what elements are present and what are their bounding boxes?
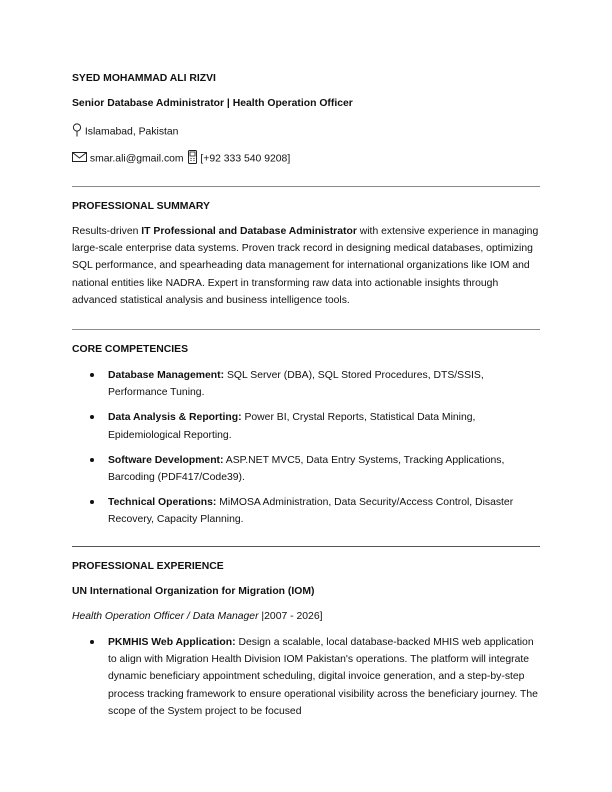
envelope-icon: [72, 152, 87, 165]
summary-lead-bold: IT Professional and Database Administrator: [141, 226, 357, 237]
summary-heading: PROFESSIONAL SUMMARY: [72, 201, 210, 212]
experience-text: Design a scalable, local database-backed MHIS web application to align with Migration Health Division IOM Pakistan's operations. The platform will integrate dynamic beneficiary appointment scheduling, digital invoice generation, and a step-by-step process tracking framework to ensure operational visibility across the beneficiary journey. The scope of the System project to be focused: [108, 637, 538, 717]
competency-label: Software Development:: [108, 454, 224, 466]
job-role: Health Operation Officer / Data Manager: [72, 611, 259, 622]
list-item: [72, 452, 540, 486]
job-role-line: [72, 611, 322, 622]
bullet-icon: [90, 458, 94, 462]
contact-line: [72, 150, 290, 167]
competencies-list: [72, 367, 540, 529]
job-dates: |2007 - 2026]: [258, 611, 323, 622]
bullet-icon: [90, 415, 94, 419]
experience-list: [72, 634, 540, 720]
summary-paragraph: [72, 223, 540, 309]
experience-label: PKMHIS Web Application:: [108, 637, 236, 648]
candidate-title: Senior Database Administrator | Health Operation Officer: [72, 98, 353, 109]
summary-lead: Results-driven: [72, 226, 142, 237]
location-text: Islamabad, Pakistan: [84, 126, 179, 138]
phone-icon: [188, 150, 197, 167]
competency-label: Database Management:: [108, 370, 225, 381]
phone-number: [+92 333 540 9208]: [200, 153, 291, 165]
list-item: [72, 494, 540, 528]
list-item: [72, 367, 540, 401]
competency-text: MiMOSA Administration, Data Security/Access Control, Disaster Recovery, Capacity Planning.: [108, 497, 514, 526]
competency-label: Data Analysis & Reporting:: [108, 412, 242, 424]
competency-text: Power BI, Crystal Reports, Statistical Data Mining, Epidemiological Reporting.: [108, 412, 476, 441]
bullet-icon: [90, 373, 94, 377]
email-link[interactable]: smar.ali@gmail.com: [89, 153, 184, 165]
competency-text: ASP.NET MVC5, Data Entry Systems, Tracking Applications, Barcoding (PDF417/Code39).: [108, 454, 505, 484]
list-item: [72, 409, 540, 443]
location-pin-icon: [72, 123, 82, 140]
divider: [72, 186, 540, 187]
competency-label: Technical Operations:: [108, 497, 217, 509]
experience-heading: PROFESSIONAL EXPERIENCE: [72, 561, 224, 572]
bullet-icon: [90, 500, 94, 504]
divider: [72, 546, 540, 547]
list-item: [72, 634, 540, 720]
competency-text: SQL Server (DBA), SQL Stored Procedures, DTS/SSIS, Performance Tuning.: [108, 370, 484, 399]
bullet-icon: [90, 640, 94, 644]
candidate-name: SYED MOHAMMAD ALI RIZVI: [72, 73, 216, 84]
divider: [72, 329, 540, 330]
competencies-heading: CORE COMPETENCIES: [72, 344, 189, 355]
employer-name: UN International Organization for Migration (IOM): [72, 586, 315, 597]
location-line: [72, 123, 178, 140]
summary-text: with extensive experience in managing large-scale enterprise data systems. Proven track record in designing medical databases, optimizing SQL performance, and spearheading data management for international organizations like IOM and national entities like NADRA. Expert in transforming raw data into actionable insights through advanced statistical analysis and business intelligence tools.: [72, 226, 539, 306]
